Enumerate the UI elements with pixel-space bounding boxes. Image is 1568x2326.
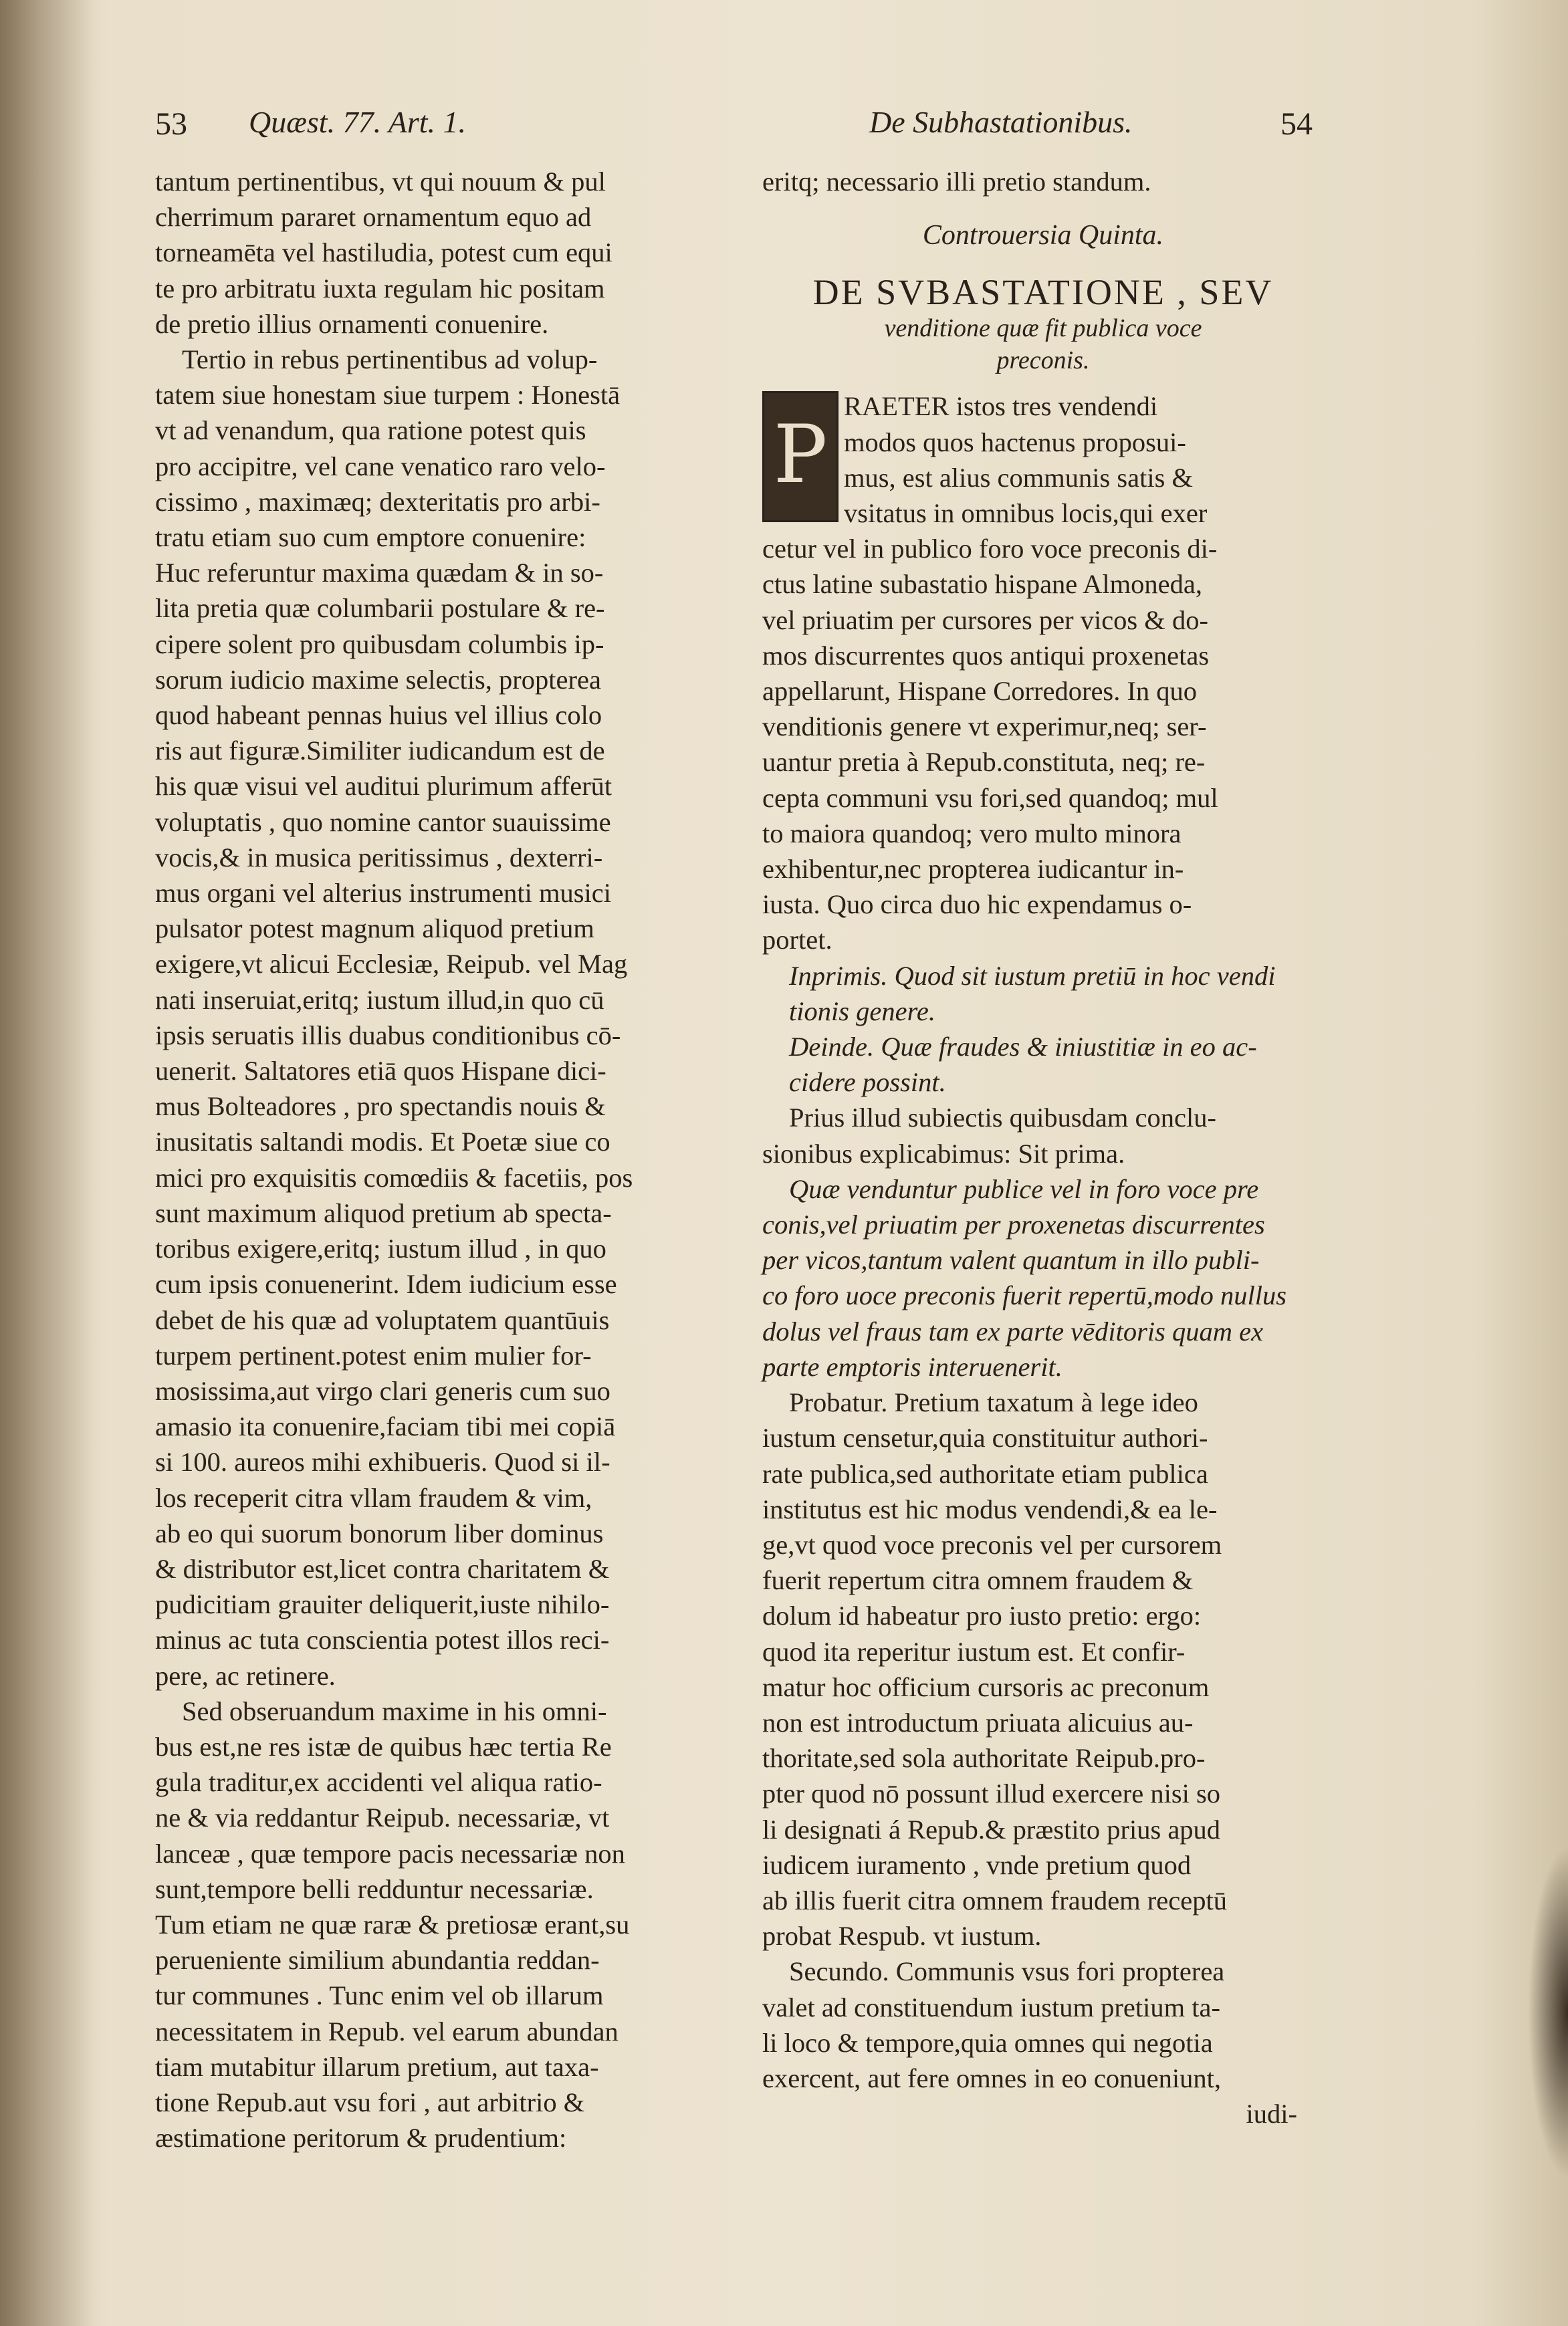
text-line: gula traditur,ex accidenti vel aliqua ratio- — [155, 1767, 602, 1798]
text-line: Secundo. Communis vsus fori propterea — [789, 1956, 1225, 1987]
text-line: ris aut figuræ.Similiter iudicandum est de — [155, 735, 605, 766]
text-line: tatem siue honestam siue turpem : Honestā — [155, 380, 621, 411]
text-line: non est introductum priuata alicuius au- — [762, 1707, 1194, 1738]
text-line: sionibus explicabimus: Sit prima. — [762, 1138, 1125, 1169]
text-line: dolum id habeatur pro iusto pretio: ergo: — [762, 1601, 1202, 1631]
italic-point-line: Deinde. Quæ fraudes & iniustitiæ in eo ac- — [789, 1032, 1257, 1062]
text-line: tione Repub.aut vsu fori , aut arbitrio & — [155, 2087, 585, 2117]
text-line: lanceæ , quæ tempore pacis necessariæ non — [155, 1838, 625, 1869]
text-line: exercent, aut fere omnes in eo conueniunt, — [762, 2063, 1221, 2093]
conclusion-line: Quæ venduntur publice vel in foro voce pre — [789, 1173, 1259, 1204]
text-line: ne & via reddantur Reipub. necessariæ, vt — [155, 1802, 610, 1833]
dropcap-letter: P — [762, 391, 838, 522]
text-line: debet de his quæ ad voluptatem quantūuis — [155, 1304, 610, 1335]
text-line: li loco & tempore,quia omnes qui negotia — [762, 2027, 1213, 2058]
text-line: rate publica,sed authoritate etiam publica — [762, 1458, 1208, 1489]
text-line: nati inseruiat,eritq; iustum illud,in quo cū — [155, 984, 604, 1015]
text-line: mus organi vel alterius instrumenti musici — [155, 878, 612, 909]
text-line: li designati á Repub.& præstito prius apud — [762, 1814, 1221, 1845]
text-line: pere, ac retinere. — [155, 1660, 336, 1691]
conclusion-line: per vicos,tantum valent quantum in illo publi- — [762, 1245, 1260, 1276]
text-line: Tertio in rebus pertinentibus ad volup- — [182, 344, 598, 375]
text-line: cissimo , maximæq; dexteritatis pro arbi- — [155, 486, 600, 517]
text-line: vocis,& in musica peritissimus , dexterri- — [155, 842, 603, 873]
text-line: bus est,ne res istæ de quibus hæc tertia Re — [155, 1731, 612, 1762]
text-line: appellarunt, Hispane Corredores. In quo — [762, 676, 1198, 707]
text-line: amasio ita conuenire,faciam tibi mei copiā — [155, 1411, 616, 1442]
text-line: institutus est hic modus vendendi,& ea le- — [762, 1494, 1218, 1524]
catchword: iudi- — [1246, 2099, 1297, 2129]
text-line: portet. — [762, 925, 832, 955]
text-line: ab illis fuerit citra omnem fraudem receptū — [762, 1885, 1227, 1915]
text-line: sorum iudicio maxime selectis, propterea — [155, 664, 601, 695]
text-line: mici pro exquisitis comœdiis & facetiis, pos — [155, 1162, 633, 1193]
text-line: tantum pertinentibus, vt qui nouum & pul — [155, 166, 606, 197]
text-line: voluptatis , quo nomine cantor suauissime — [155, 806, 611, 837]
text-line: si 100. aureos mihi exhibueris. Quod si il- — [155, 1447, 610, 1478]
controversia-heading: Controuersia Quinta. — [922, 220, 1164, 251]
text-line: mos discurrentes quos antiqui proxenetas — [762, 640, 1210, 671]
page-edge-shadow — [1528, 1845, 1568, 2180]
section-title: DE SVBASTATIONE , SEV — [812, 272, 1274, 313]
text-line: ipsis seruatis illis duabus conditionibus cō- — [155, 1020, 621, 1050]
text-line: minus ac tuta conscientia potest illos reci- — [155, 1625, 610, 1655]
text-line: cetur vel in publico foro voce preconis di- — [762, 534, 1218, 564]
right-first-line: eritq; necessario illi pretio standum. — [762, 166, 1151, 197]
text-line: vt ad venandum, qua ratione potest quis — [155, 415, 586, 446]
text-line: pudicitiam grauiter deliquerit,iuste nihilo- — [155, 1589, 610, 1620]
text-line: & distributor est,licet contra charitatem & — [155, 1553, 610, 1584]
text-line: iudicem iuramento , vnde pretium quod — [762, 1849, 1192, 1880]
text-line: ctus latine subastatio hispane Almoneda, — [762, 569, 1202, 600]
text-line: pulsator potest magnum aliquod pretium — [155, 913, 594, 944]
left-text-column — [155, 164, 703, 2156]
text-line: sunt maximum aliquod pretium ab specta- — [155, 1197, 612, 1228]
italic-point-line: cidere possint. — [789, 1067, 946, 1098]
text-line: cipere solent pro quibusdam columbis ip- — [155, 628, 604, 659]
text-line: te pro arbitratu iuxta regulam hic positam — [155, 273, 605, 304]
conclusion-line: parte emptoris interuenerit. — [762, 1351, 1062, 1382]
text-line: vsitatus in omnibus locis,qui exer — [844, 498, 1208, 529]
left-page-number: 53 — [155, 106, 187, 142]
section-subtitle-1: venditione quæ fit publica voce — [884, 314, 1202, 343]
text-line: uantur pretia à Repub.constituta, neq; re- — [762, 747, 1206, 778]
conclusion-line: conis,vel priuatim per proxenetas discurrentes — [762, 1209, 1265, 1240]
italic-point-line: tionis genere. — [789, 996, 935, 1026]
text-line: uenerit. Saltatores etiā quos Hispane dici- — [155, 1056, 606, 1086]
text-line: Prius illud subiectis quibusdam conclu- — [789, 1102, 1216, 1133]
text-line: Sed obseruandum maxime in his omni- — [182, 1696, 607, 1726]
text-line: quod ita reperitur iustum est. Et confir- — [762, 1636, 1186, 1667]
text-line: RAETER istos tres vendendi — [844, 391, 1158, 422]
running-header — [0, 100, 1568, 154]
right-running-head: De Subhastationibus. — [869, 105, 1133, 139]
text-line: cum ipsis conuenerint. Idem iudicium esse — [155, 1269, 617, 1300]
text-line: lita pretia quæ columbarii postulare & re- — [155, 593, 605, 624]
text-line: cepta communi vsu fori,sed quandoq; mul — [762, 782, 1218, 813]
text-line: æstimatione peritorum & prudentium: — [155, 2123, 567, 2154]
text-line: his quæ visui vel auditui plurimum afferūt — [155, 771, 612, 802]
text-line: perueniente similium abundantia reddan- — [155, 1945, 600, 1976]
italic-point-line: Inprimis. Quod sit iustum pretiū in hoc vendi — [789, 960, 1276, 991]
text-line: los receperit citra vllam fraudem & vim, — [155, 1482, 592, 1513]
text-line: ge,vt quod voce preconis vel per cursorem — [762, 1529, 1222, 1560]
text-line: exigere,vt alicui Ecclesiæ, Reipub. vel Mag — [155, 949, 628, 979]
text-line: Tum etiam ne quæ raræ & pretiosæ erant,su — [155, 1909, 630, 1940]
gutter-shadow — [0, 0, 94, 2326]
text-line: mus Bolteadores , pro spectandis nouis & — [155, 1091, 606, 1122]
text-line: pter quod nō possunt illud exercere nisi so — [762, 1778, 1220, 1809]
text-line: venditionis genere vt experimur,neq; ser- — [762, 711, 1207, 742]
text-line: modos quos hactenus proposui- — [844, 427, 1186, 457]
text-line: iusta. Quo circa duo hic expendamus o- — [762, 889, 1192, 920]
text-line: pro accipitre, vel cane venatico raro velo- — [155, 451, 606, 481]
text-line: torneamēta vel hastiludia, potest cum equi — [155, 237, 612, 268]
text-line: sunt,tempore belli redduntur necessariæ. — [155, 1873, 594, 1904]
text-line: probat Respub. vt iustum. — [762, 1921, 1042, 1952]
text-line: mus, est alius communis satis & — [844, 462, 1193, 493]
text-line: ab eo qui suorum bonorum liber dominus — [155, 1518, 604, 1548]
text-line: to maiora quandoq; vero multo minora — [762, 818, 1182, 848]
text-line: iustum censetur,quia constituitur authori- — [762, 1423, 1208, 1453]
text-line: tiam mutabitur illarum pretium, aut taxa- — [155, 2051, 599, 2082]
text-line: necessitatem in Repub. vel earum abundan — [155, 2016, 619, 2047]
text-line: tur communes . Tunc enim vel ob illarum — [155, 1980, 604, 2011]
conclusion-line: co foro uoce preconis fuerit repertū,modo nullus — [762, 1280, 1287, 1311]
text-line: inusitatis saltandi modis. Et Poetæ siue co — [155, 1127, 610, 1157]
text-line: turpem pertinent.potest enim mulier for- — [155, 1340, 592, 1371]
right-text-column — [762, 164, 1324, 2131]
text-line: matur hoc officium cursoris ac preconum — [762, 1671, 1210, 1702]
left-running-head: Quæst. 77. Art. 1. — [249, 105, 467, 139]
text-line: cherrimum pararet ornamentum equo ad — [155, 202, 592, 233]
text-line: quod habeant pennas huius vel illius colo — [155, 700, 602, 731]
text-line: tratu etiam suo cum emptore conuenire: — [155, 522, 586, 553]
text-line: de pretio illius ornamenti conuenire. — [155, 308, 549, 339]
text-line: thoritate,sed sola authoritate Reipub.pro- — [762, 1743, 1206, 1774]
text-line: vel priuatim per cursores per vicos & do- — [762, 604, 1208, 635]
text-line: mosissima,aut virgo clari generis cum suo — [155, 1375, 610, 1406]
text-line: toribus exigere,eritq; iustum illud , in quo — [155, 1234, 606, 1264]
text-line: fuerit repertum citra omnem fraudem & — [762, 1565, 1194, 1596]
section-subtitle-2: preconis. — [996, 346, 1090, 375]
text-line: Huc referuntur maxima quædam & in so- — [155, 558, 604, 588]
conclusion-line: dolus vel fraus tam ex parte vēditoris quam ex — [762, 1316, 1264, 1347]
dropcap-paragraph-start — [762, 388, 1324, 531]
text-line: exhibentur,nec propterea iudicantur in- — [762, 854, 1184, 885]
text-line: valet ad constituendum iustum pretium ta- — [762, 1992, 1220, 2022]
right-page-number: 54 — [1280, 106, 1313, 142]
text-line: Probatur. Pretium taxatum à lege ideo — [789, 1387, 1198, 1418]
